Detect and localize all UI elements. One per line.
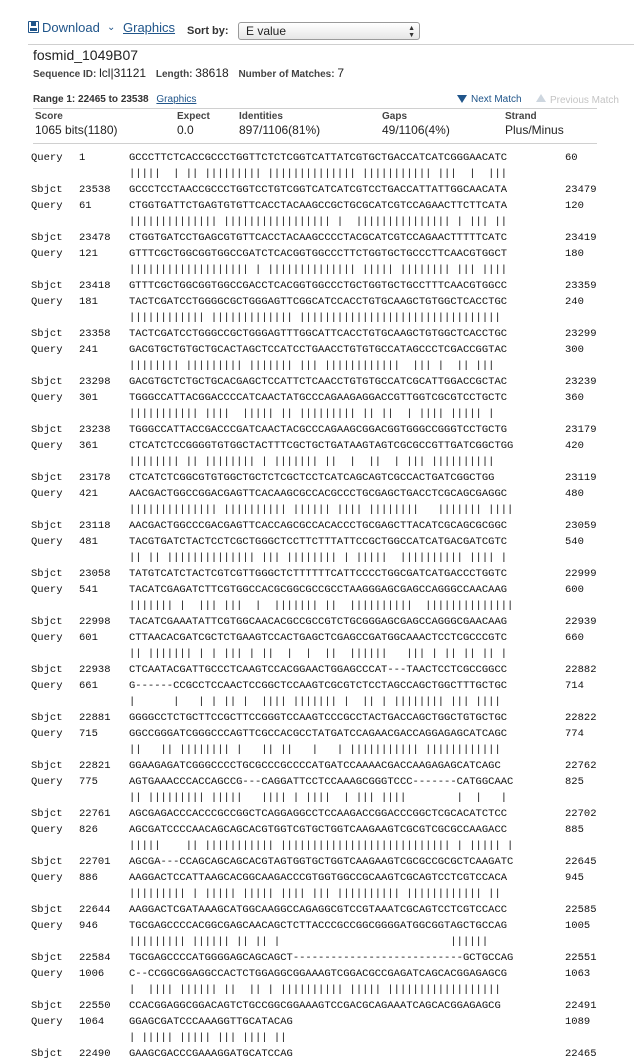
query-sequence: TGCGAGCCCCACGGCGAGCAACAGCTCTTACCCGCCGGCGGGGATGGCGGTAGCTGCCAG [129, 920, 508, 932]
query-sequence: GCCCTTCTCACCGCCCTGGTTCTCTCGGTCATTATCGTGCTGACCATCATCGGGAACATC [129, 152, 508, 164]
gaps-value: 49/1106(4%) [382, 123, 450, 137]
subject-start: 22701 [79, 856, 111, 868]
subject-sequence: AGCGA---CCAGCAGCAGCACGTAGTGGTGCTGGTCAAGAAGTCGCGCCGCGCTCAAGATC [129, 856, 514, 868]
identities-value: 897/1106(81%) [239, 123, 321, 137]
sort-by-select[interactable] [238, 22, 420, 40]
subject-label: Sbjct [31, 328, 63, 340]
subject-label: Sbjct [31, 664, 63, 676]
query-label: Query [31, 248, 63, 260]
subject-label: Sbjct [31, 712, 63, 724]
range-header [33, 94, 633, 108]
query-end: 180 [565, 248, 584, 260]
subject-label: Sbjct [31, 904, 63, 916]
subject-start: 22490 [79, 1048, 111, 1060]
query-sequence: AGCGATCCCCAACAGCAGCACGTGGTCGTGCTGGTCAAGAAGTCGCGTCGCGCCAAGACC [129, 824, 508, 836]
expect-header: Expect [177, 111, 210, 122]
subject-sequence: TGGGCCATTACCGACCCGATCAACTACGCCCAGAAGCGGACGGTGGGCCGGGTCCTGCTG [129, 424, 508, 436]
query-label: Query [31, 488, 63, 500]
query-start: 241 [79, 344, 98, 356]
toolbar [28, 18, 634, 42]
query-start: 1006 [79, 968, 105, 980]
subject-end: 23059 [565, 520, 597, 532]
length-value: 38618 [195, 66, 229, 80]
subject-end: 23359 [565, 280, 597, 292]
subject-end: 23179 [565, 424, 597, 436]
subject-end: 23299 [565, 328, 597, 340]
query-start: 301 [79, 392, 98, 404]
gaps-cell [382, 109, 450, 137]
match-markers: |||||||||||||| |||||||||| |||||| |||| |||||||| ||||||| |||| [129, 504, 514, 516]
subject-end: 22645 [565, 856, 597, 868]
subject-end: 22702 [565, 808, 597, 820]
query-end: 660 [565, 632, 584, 644]
identities-header: Identities [239, 111, 283, 122]
expect-cell [177, 109, 210, 137]
subject-label: Sbjct [31, 760, 63, 772]
query-start: 181 [79, 296, 98, 308]
identities-cell [239, 109, 320, 137]
subject-start: 23298 [79, 376, 111, 388]
query-label: Query [31, 824, 63, 836]
subject-label: Sbjct [31, 568, 63, 580]
gaps-header: Gaps [382, 111, 408, 122]
subject-sequence: CTCATCTCGGCGTGTGGCTGCTCTCGCTCCTCATCAGCAGTCGCCACTGATCGGCTGG [129, 472, 495, 484]
match-markers: ||||||||| |||||| || || | |||||| [129, 936, 489, 948]
subject-start: 23478 [79, 232, 111, 244]
subject-end: 23239 [565, 376, 597, 388]
subject-start: 23238 [79, 424, 111, 436]
query-sequence: AAGGACTCCATTAAGCACGGCAAGACCCGTGGTGGCCGCAAGTCGCAGTCCTCGTCCACA [129, 872, 508, 884]
select-arrows-icon: ▲ ▼ [408, 25, 415, 39]
subject-sequence: TACATCGAAATATTCGTGGCAACACGCCGCCGTCTGCGGGAGCGAGCCAGGGCGAACAAG [129, 616, 508, 628]
subject-label: Sbjct [31, 184, 63, 196]
subject-sequence: GAAGCGACCCGAAAGGATGCATCCAG [129, 1048, 293, 1060]
query-end: 360 [565, 392, 584, 404]
query-end: 240 [565, 296, 584, 308]
query-end: 120 [565, 200, 584, 212]
query-label: Query [31, 536, 63, 548]
query-end: 714 [565, 680, 584, 692]
score-value: 1065 bits(1180) [35, 123, 118, 137]
subject-start: 23118 [79, 520, 111, 532]
query-sequence: TACTCGATCCTGGGGCGCTGGGAGTTCGGCATCCACCTGTGCAAGCTGTGGCTCACCTGC [129, 296, 508, 308]
match-markers: ||||| | || ||||||||| |||||||||||||| ||||||||||| ||| | ||| [129, 168, 514, 180]
query-start: 826 [79, 824, 98, 836]
query-start: 661 [79, 680, 98, 692]
query-start: 886 [79, 872, 98, 884]
query-start: 601 [79, 632, 98, 644]
subject-label: Sbjct [31, 1000, 63, 1012]
query-start: 361 [79, 440, 98, 452]
query-end: 1063 [565, 968, 591, 980]
subject-sequence: GTTTCGCTGGCGGTGGCCGACCTCACGGTGGCCCTGCTGGTGCTGCCTTTCAACGTGGCC [129, 280, 508, 292]
next-match-button[interactable] [457, 94, 522, 105]
query-label: Query [31, 584, 63, 596]
sort-by-label: Sort by: [187, 25, 229, 37]
subject-start: 23058 [79, 568, 111, 580]
query-end: 480 [565, 488, 584, 500]
score-header: Score [35, 111, 63, 122]
query-label: Query [31, 968, 63, 980]
subject-label: Sbjct [31, 856, 63, 868]
query-end: 1089 [565, 1016, 591, 1028]
subject-label: Sbjct [31, 1048, 63, 1060]
match-markers: ||||| || ||||||||||| ||||||||||||||||||||||||||| | ||||| | [129, 840, 514, 852]
query-label: Query [31, 440, 63, 452]
matches-label: Number of Matches: [238, 69, 335, 80]
strand-cell [505, 109, 564, 137]
query-end: 1005 [565, 920, 591, 932]
query-end: 774 [565, 728, 584, 740]
query-label: Query [31, 392, 63, 404]
subject-sequence: AGCGAGACCCACCCGCCGGCTCAGGAGGCCTCCAAGACCGGACCCGGCTCGCACATCTCC [129, 808, 508, 820]
subject-start: 23418 [79, 280, 111, 292]
subject-end: 22939 [565, 616, 597, 628]
match-markers: || ||||||| | | ||| | || | | || |||||| ||| | || || || | [129, 648, 508, 660]
score-table [33, 108, 597, 144]
range-title: Range 1: 22465 to 23538 [33, 94, 149, 105]
query-label: Query [31, 1016, 63, 1028]
divider [28, 44, 634, 45]
match-markers: |||||||| || |||||||| | ||||||| || | || | ||| |||||||||| [129, 456, 495, 468]
match-markers: ||||||| | ||| ||| | ||||||| || |||||||||| |||||||||||||| [129, 600, 514, 612]
query-label: Query [31, 872, 63, 884]
query-sequence: GGCCGGGATCGGGCCCAGTTCGCCACGCCTATGATCCAGAACGACCAGGAGAGCATCAGC [129, 728, 508, 740]
length-label: Length: [155, 69, 193, 80]
subject-sequence: CTGGTGATCCTGAGCGTGTTCACCTACAAGCCCCTACGCATCGTCCAGAACTTTTTCATC [129, 232, 508, 244]
query-sequence: CTTAACACGATCGCTCTGAAGTCCACTGAGCTCGAGCCGATGGCAAACTCCTCGCCCGTC [129, 632, 508, 644]
query-sequence: AACGACTGGCCGGACGAGTTCACAAGCGCCACGCCCTGCGAGCTGACCTCGCAGCGAGGC [129, 488, 508, 500]
query-end: 420 [565, 440, 584, 452]
subject-end: 22551 [565, 952, 597, 964]
previous-match-label: Previous Match [550, 95, 619, 106]
subject-sequence: GGGGCCTCTGCTTCCGCTTCCGGGTCCAAGTCCCGCCTACTGACCAGCTGGCTGTGCTGC [129, 712, 508, 724]
subject-sequence: TATGTCATCTACTCGTCGTTGGGCTCTTTTTTCATTCCCCTGGCGATCATGACCCTGGTC [129, 568, 508, 580]
next-match-label: Next Match [471, 94, 522, 105]
query-start: 421 [79, 488, 98, 500]
subject-start: 22881 [79, 712, 111, 724]
subject-end: 22762 [565, 760, 597, 772]
query-sequence: G------CCGCCTCCAACTCCGGCTCCAAGTCGCGTCTCCTAGCCAGCTGGCTTTGCTGC [129, 680, 508, 692]
previous-match-button[interactable] [536, 94, 619, 106]
subject-start: 22938 [79, 664, 111, 676]
query-sequence: TGGGCCATTACGGACCCCATCAACTATGCCCAGAAGAGGACCGTTGGTCGCGTCCTGCTC [129, 392, 508, 404]
query-label: Query [31, 776, 63, 788]
match-markers: || ||||||||| ||||| |||| | |||| | ||| |||| | | | [129, 792, 508, 804]
query-label: Query [31, 296, 63, 308]
query-sequence: TACATCGAGATCTTCGTGGCCACGCGGCGCCGCCTAAGGGAGCGAGCCAGGGCCAACAAG [129, 584, 508, 596]
query-sequence: AGTGAAACCCACCAGCCG---CAGGATTCCTCCAAAGCGGGTCCC-------CATGGCAAC [129, 776, 514, 788]
triangle-down-icon [457, 95, 467, 103]
subject-end: 22882 [565, 664, 597, 676]
match-markers: |||||||||||||| ||||||||||||||||| | ||||||||||||||| | ||| || [129, 216, 508, 228]
query-start: 541 [79, 584, 98, 596]
range-graphics-link[interactable]: Graphics [156, 94, 197, 105]
sequence-title: fosmid_1049B07 [33, 47, 139, 63]
query-end: 600 [565, 584, 584, 596]
query-sequence: GACGTGCTGTGCTGCACTAGCTCCATCCTGAACCTGTGTGCCATAGCCCTCGACCGGTAC [129, 344, 508, 356]
subject-sequence: TACTCGATCCTGGGCCGCTGGGAGTTTGGCATTCACCTGTGCAAGCTGTGGCTCACCTGC [129, 328, 508, 340]
subject-end: 22491 [565, 1000, 597, 1012]
subject-label: Sbjct [31, 424, 63, 436]
subject-label: Sbjct [31, 376, 63, 388]
query-start: 1 [79, 152, 86, 164]
strand-value: Plus/Minus [505, 123, 564, 137]
matches-value: 7 [337, 66, 345, 80]
subject-start: 23538 [79, 184, 111, 196]
match-markers: ||||||||||||||||||| | |||||||||||||| ||||| |||||||| ||| |||| [129, 264, 508, 276]
query-sequence: CTCATCTCCGGGGTGTGGCTACTTTCGCTGCTGATAAGTAGTCGCGCCGTTGATCGGCTGG [129, 440, 514, 452]
query-label: Query [31, 680, 63, 692]
query-end: 60 [565, 152, 578, 164]
subject-label: Sbjct [31, 280, 63, 292]
subject-start: 22550 [79, 1000, 111, 1012]
query-start: 121 [79, 248, 98, 260]
subject-end: 22585 [565, 904, 597, 916]
query-label: Query [31, 920, 63, 932]
query-sequence: C--CCGGCGGAGGCCACTCTGGAGGCGGAAAGTCGGACGCCGAGATCAGCACGGAGAGCG [129, 968, 508, 980]
subject-sequence: CCACGGAGGCGGACAGTCTGCCGGCGGAAAGTCCGACGCAGAAATCAGCACGGAGAGCG [129, 1000, 501, 1012]
subject-label: Sbjct [31, 808, 63, 820]
subject-start: 22998 [79, 616, 111, 628]
match-markers: ||||||||||| |||| ||||| || ||||||||| || || | |||| ||||| | [129, 408, 495, 420]
query-start: 61 [79, 200, 92, 212]
query-sequence: TACGTGATCTACTCCTCGCTGGGCTCCTTCTTTATTCCGCTGGCCATCATGACGATCGTC [129, 536, 508, 548]
match-markers: || || |||||||| | || || | | ||||||||||| |||||||||||| [129, 744, 501, 756]
subject-end: 22822 [565, 712, 597, 724]
match-markers: || || |||||||||||||| ||| |||||||| | ||||| |||||||||| |||| | [129, 552, 508, 564]
score-cell [35, 109, 118, 137]
query-start: 946 [79, 920, 98, 932]
subject-sequence: AACGACTGGCCCGACGAGTTCACCAGCGCCACACCCTGCGAGCTTACATCGCAGCGCGGC [129, 520, 508, 532]
subject-end: 23419 [565, 232, 597, 244]
match-markers: | ||||| ||||| ||| |||| || [129, 1032, 287, 1044]
query-end: 825 [565, 776, 584, 788]
subject-start: 22821 [79, 760, 111, 772]
subject-start: 22584 [79, 952, 111, 964]
query-end: 945 [565, 872, 584, 884]
subject-sequence: AAGGACTCGATAAAGCATGGCAAGGCCAGAGGCGTCCGTAAATCGCAGTCCTCGTCCACC [129, 904, 508, 916]
subject-sequence: GGAAGAGATCGGGCCCCTGCGCCCGCCCCATGATCCAAAACGACCAAGAGAGCATCAGC [129, 760, 501, 772]
triangle-up-icon [536, 94, 546, 102]
subject-end: 22999 [565, 568, 597, 580]
download-button[interactable]: Download [42, 20, 100, 35]
subject-start: 22761 [79, 808, 111, 820]
subject-label: Sbjct [31, 520, 63, 532]
query-sequence: GGAGCGATCCCAAAGGTTGCATACAG [129, 1016, 293, 1028]
query-label: Query [31, 200, 63, 212]
query-sequence: GTTTCGCTGGCGGTGGCCGATCTCACGGTGGCCCTTCTGGTGCTGCCCTTCAACGTGGCT [129, 248, 508, 260]
query-label: Query [31, 728, 63, 740]
query-label: Query [31, 152, 63, 164]
subject-end: 23119 [565, 472, 597, 484]
match-markers: ||||||||| | ||||| ||||| |||| ||| |||||||||| |||||||||||| || [129, 888, 501, 900]
expect-value: 0.0 [177, 123, 194, 137]
subject-end: 22465 [565, 1048, 597, 1060]
query-start: 481 [79, 536, 98, 548]
query-start: 715 [79, 728, 98, 740]
query-label: Query [31, 632, 63, 644]
query-sequence: CTGGTGATTCTGAGTGTGTTCACCTACAAGCCGCTGCGCATCGTCCAGAACTTCTTCATA [129, 200, 508, 212]
match-markers: | | | | || | |||| ||||||| | || | |||||||| ||| |||| [129, 696, 501, 708]
subject-sequence: GACGTGCTCTGCTGCACGAGCTCCATTCTCAACCTGTGTGCCATCGCATTGGACCGCTAC [129, 376, 508, 388]
subject-sequence: GCCCTCCTAACCGCCCTGGTCCTGTCGGTCATCATCGTCCTGACCATTATTGGCAACATA [129, 184, 508, 196]
subject-label: Sbjct [31, 952, 63, 964]
subject-label: Sbjct [31, 616, 63, 628]
subject-sequence: TGCGAGCCCCATGGGGAGCAGCAGCT---------------------------GCTGCCAG [129, 952, 514, 964]
query-end: 885 [565, 824, 584, 836]
sort-by-value: E value [246, 24, 287, 38]
match-markers: |||||||||||| ||||||||||||| |||||||||||||||||||||||||||||||| [129, 312, 501, 324]
subject-start: 23358 [79, 328, 111, 340]
subject-label: Sbjct [31, 232, 63, 244]
query-start: 1064 [79, 1016, 105, 1028]
subject-start: 22644 [79, 904, 111, 916]
save-disk-icon[interactable] [28, 21, 39, 33]
match-markers: | |||| |||||| || || | |||||||||| ||||| |||||||||||||||||| [129, 984, 501, 996]
sequence-id-value: lcl|31121 [99, 66, 147, 80]
chevron-down-icon[interactable]: ⌄ [107, 22, 116, 33]
strand-header: Strand [505, 111, 537, 122]
subject-end: 23479 [565, 184, 597, 196]
match-markers: |||||||| ||||||||| ||||||| ||| |||||||||||| ||| | || ||| [129, 360, 495, 372]
query-start: 775 [79, 776, 98, 788]
sequence-id-label: Sequence ID: [33, 69, 97, 80]
subject-label: Sbjct [31, 472, 63, 484]
graphics-link[interactable]: Graphics [123, 20, 176, 35]
subject-sequence: CTCAATACGATTGCCCTCAAGTCCACGGAACTGGAGCCCAT---TAACTCCTCGCCGGCC [129, 664, 508, 676]
subject-start: 23178 [79, 472, 111, 484]
sequence-meta [33, 66, 351, 80]
query-end: 300 [565, 344, 584, 356]
query-end: 540 [565, 536, 584, 548]
query-label: Query [31, 344, 63, 356]
